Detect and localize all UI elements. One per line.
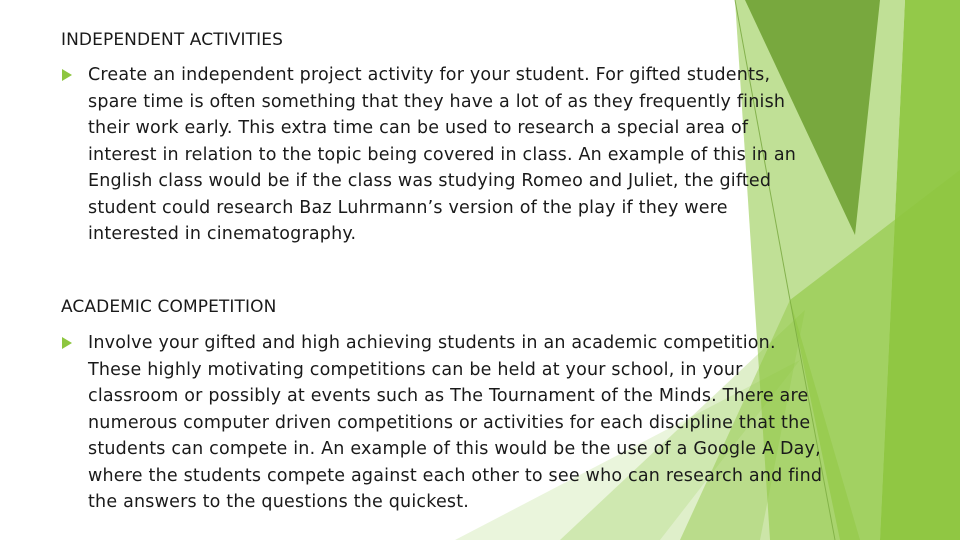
paragraph-line: Create an independent project activity for your student. For gifted students, (88, 65, 771, 85)
paragraph-line: the answers to the questions the quickest. (88, 492, 470, 512)
paragraph-line: interest in relation to the topic being covered in class. An example of this in an (88, 144, 797, 165)
paragraph-academic-competition (88, 330, 908, 516)
section-heading-academic-competition: ACADEMIC COMPETITION (61, 297, 277, 317)
paragraph-line: interested in cinematography. (88, 224, 357, 244)
triangle-bullet-icon (62, 337, 72, 349)
paragraph-line: students can compete in. An example of this would be the use of a Google A Day, (88, 439, 821, 459)
paragraph-line: student could research Baz Luhrmann’s version of the play if they were (88, 197, 728, 218)
triangle-bullet-icon (62, 69, 72, 81)
paragraph-independent-activities (88, 62, 908, 248)
paragraph-line: classroom or possibly at events such as The Tournament of the Minds. There are (88, 386, 809, 406)
paragraph-line: numerous computer driven competitions or activities for each discipline that the (88, 412, 811, 433)
paragraph-line: These highly motivating competitions can be held at your school, in your (88, 359, 743, 380)
paragraph-line: Involve your gifted and high achieving students in an academic competition. (88, 333, 776, 353)
paragraph-line: English class would be if the class was studying Romeo and Juliet, the gifted (88, 171, 772, 191)
section-heading-independent-activities: INDEPENDENT ACTIVITIES (61, 30, 283, 50)
paragraph-line: where the students compete against each other to see who can research and find (88, 465, 823, 486)
paragraph-line: their work early. This extra time can be used to research a special area of (88, 118, 749, 138)
paragraph-line: spare time is often something that they have a lot of as they frequently finish (88, 91, 786, 112)
